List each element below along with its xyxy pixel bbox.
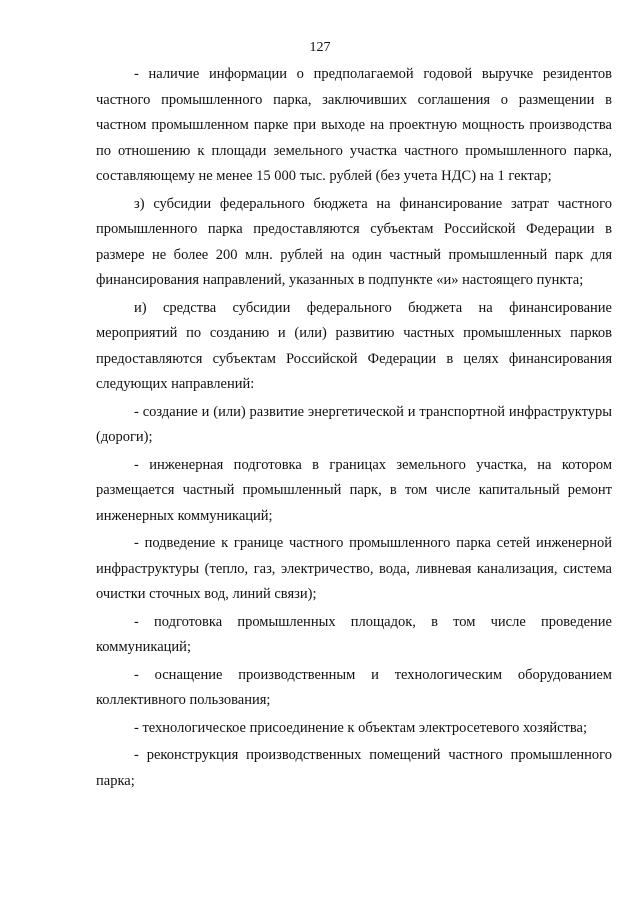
list-item-utility-networks: - подведение к границе частного промышленного парка сетей инженерной инфраструктуры (тепло, газ, электричество, вода, ливневая канализация, система очистки сточных вод, линий связи); xyxy=(96,535,612,602)
document-body xyxy=(96,62,612,796)
list-item-grid-connection: - технологическое присоединение к объектам электросетевого хозяйства; xyxy=(134,719,588,736)
paragraph-annual-revenue: - наличие информации о предполагаемой годовой выручке резидентов частного промышленного парка, заключивших соглашения о размещении в частном промышленном парке при выходе на проектную мощность производства по отношению к площади земельного участка частного промышленного парка, составляющему не менее 15 000 тыс. рублей (без учета НДС) на 1 гектар; xyxy=(96,66,612,184)
page-number: 127 xyxy=(309,40,331,55)
paragraph-subsidy-limit: з) субсидии федерального бюджета на финансирование затрат частного промышленного парка предоставляются субъектам Российской Федерации в размере не более 200 млн. рублей на один частный промышленный парк для финансирования направлений, указанных в подпункте «и» настоящего пункта; xyxy=(96,195,612,288)
list-item-infrastructure: - создание и (или) развитие энергетической и транспортной инфраструктуры (дороги); xyxy=(96,403,612,445)
paragraph-subsidy-directions: и) средства субсидии федерального бюджета на финансирование мероприятий по созданию и (или) развитию частных промышленных парков предоставляются субъектам Российской Федерации в целях финансирования следующих направлений: xyxy=(96,299,612,392)
list-item-industrial-sites: - подготовка промышленных площадок, в том числе проведение коммуникаций; xyxy=(96,613,612,655)
list-item-engineering-preparation: - инженерная подготовка в границах земельного участка, на котором размещается частный промышленный парк, в том числе капитальный ремонт инженерных коммуникаций; xyxy=(96,456,612,524)
list-item-shared-equipment: - оснащение производственным и технологическим оборудованием коллективного пользования; xyxy=(96,666,612,708)
list-item-reconstruction: - реконструкция производственных помещений частного промышленного парка; xyxy=(96,747,612,789)
